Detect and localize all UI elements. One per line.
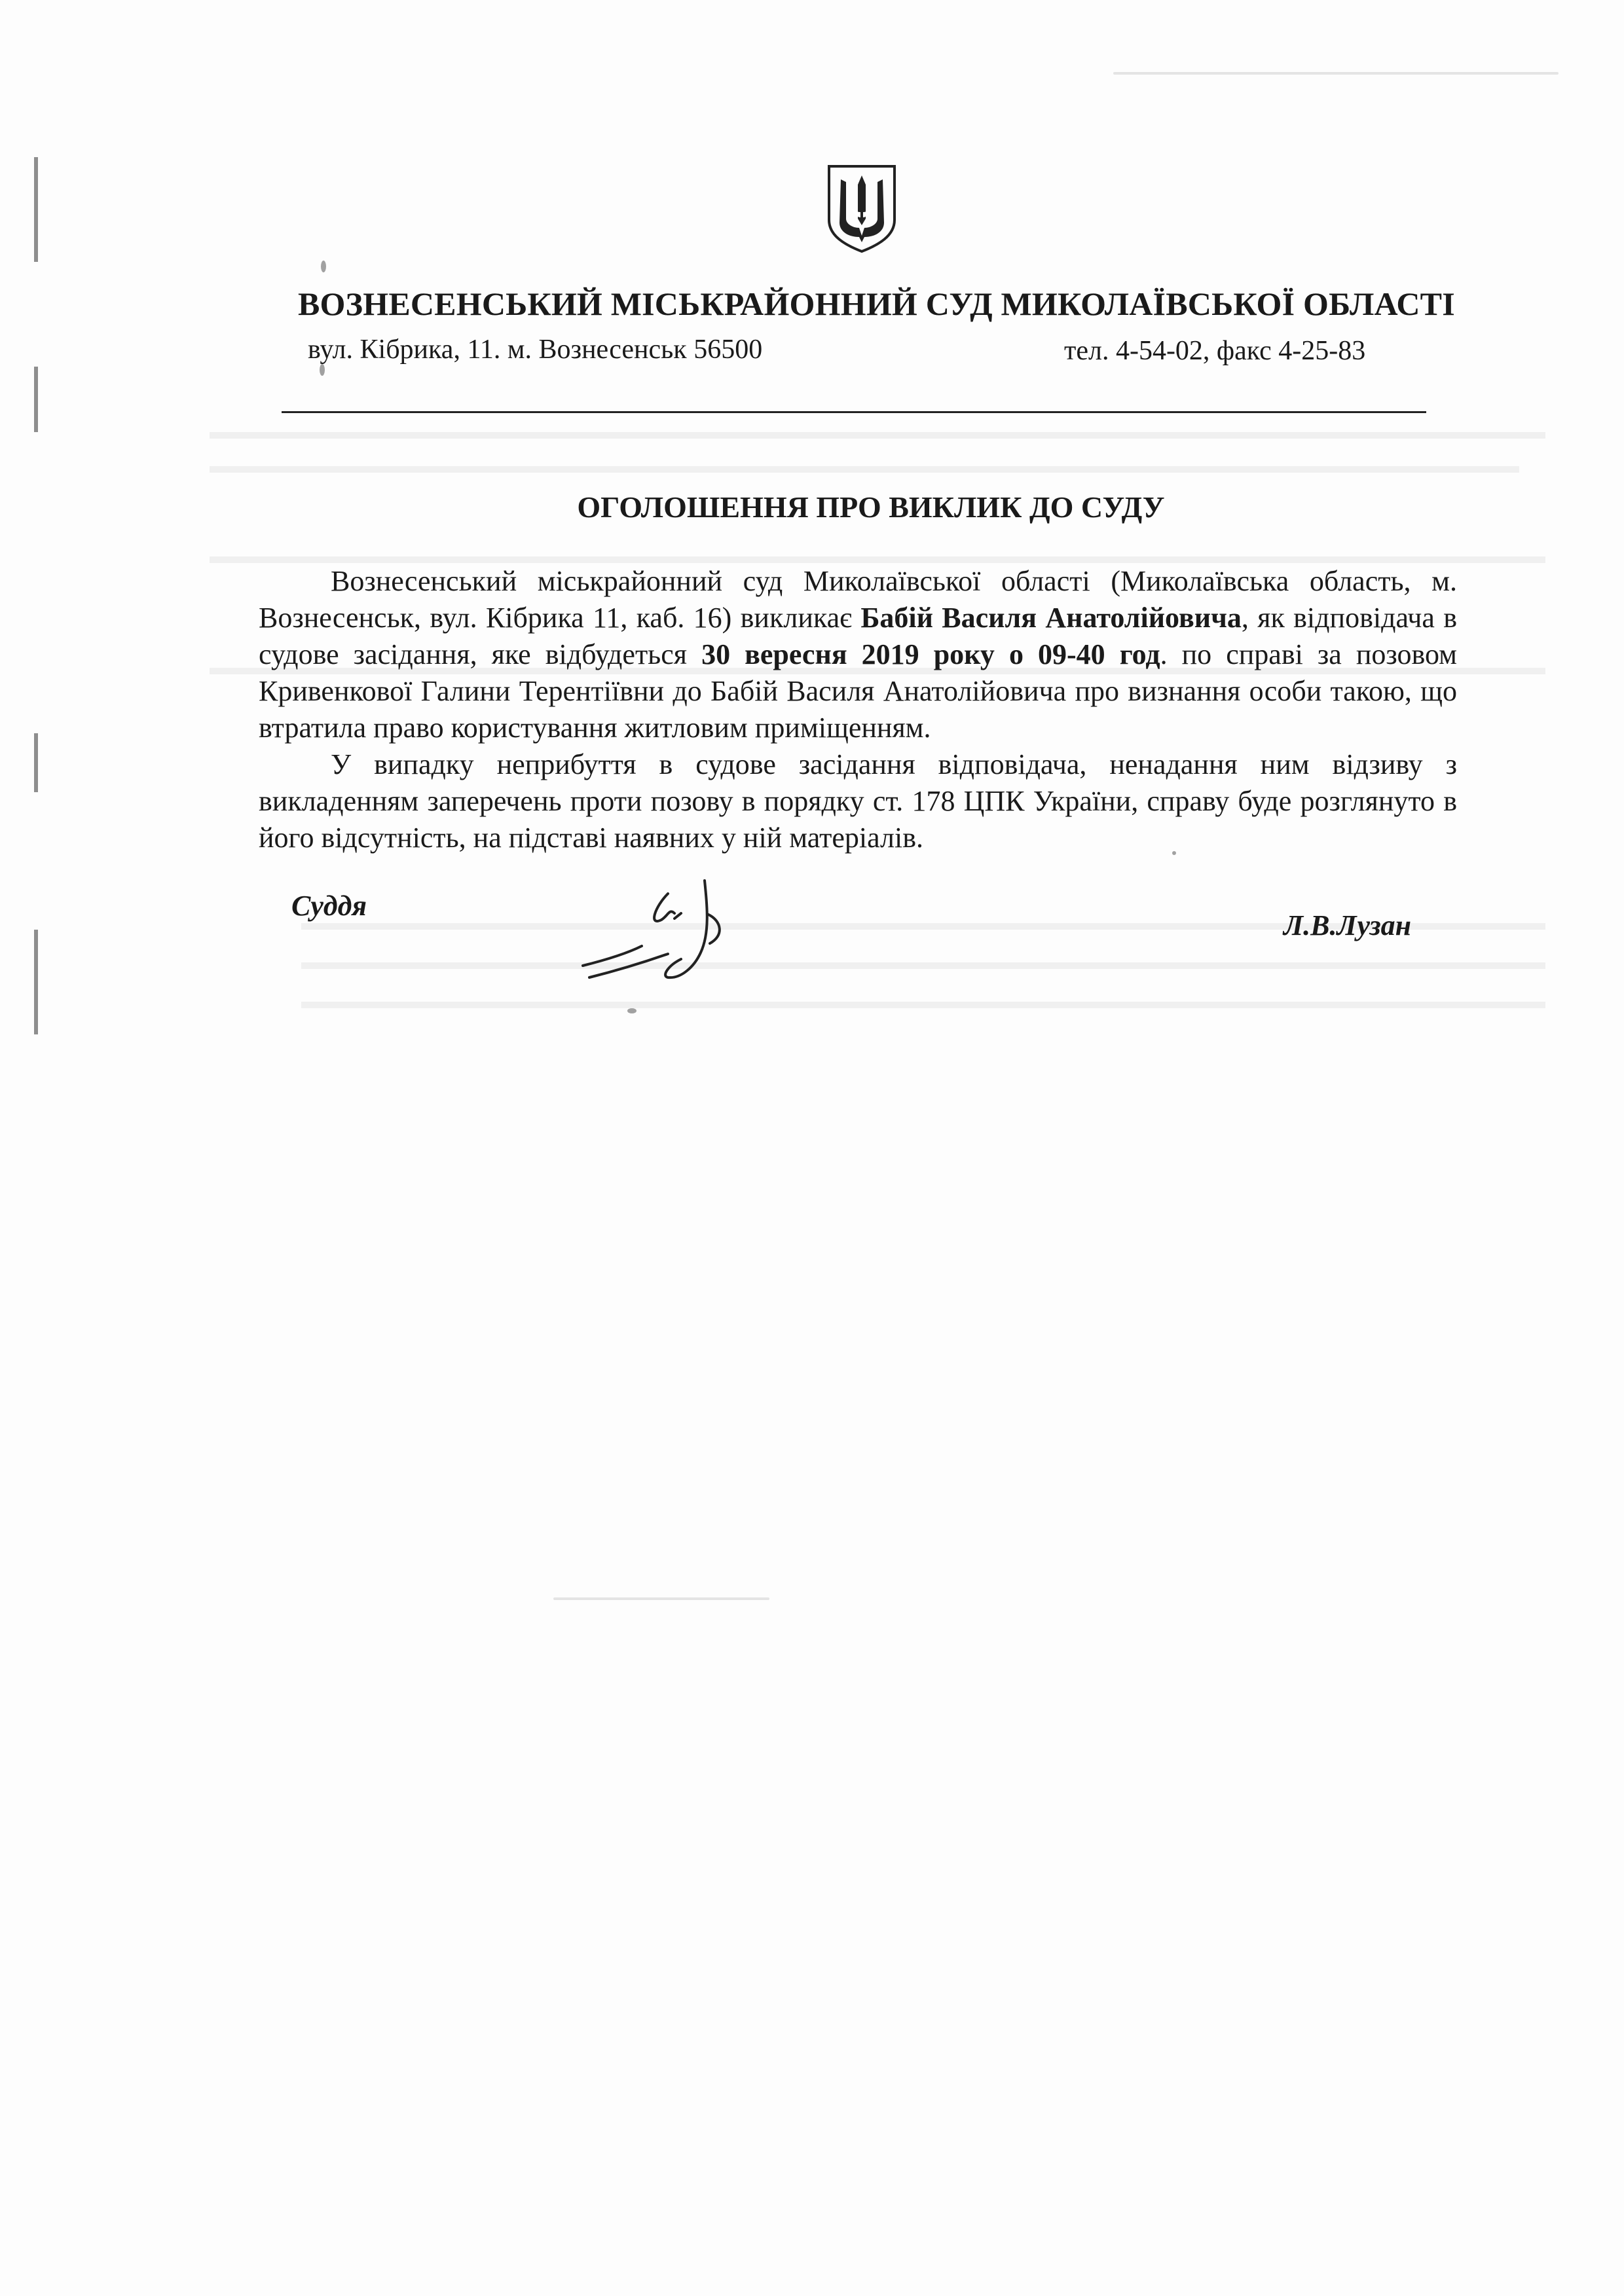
paragraph-1-text-a: Вознесенський міськрайонний суд Миколаївської області (Миколаївська область, м. Вознесенськ, вул. Кібрика 11, каб. 16) викликає — [259, 565, 1457, 634]
handwritten-signature — [570, 867, 779, 998]
notice-heading: ОГОЛОШЕННЯ ПРО ВИКЛИК ДО СУДУ — [577, 490, 1165, 524]
notice-paragraph-2: У випадку неприбуття в судове засідання відповідача, ненадання ним відзиву з викладенням заперечень проти позову в порядку ст. 178 ЦПК України, справу буде розглянуто в його відсутність, на підставі наявних у ній матеріалів. — [259, 748, 1457, 854]
scan-speck — [627, 1008, 637, 1013]
bleed-through-line — [210, 556, 1545, 563]
judge-label: Суддя — [291, 890, 367, 922]
judge-name: Л.В.Лузан — [1283, 909, 1412, 941]
scan-artifact — [553, 1597, 769, 1600]
defendant-name: Бабій Василя Анатолійовича — [860, 602, 1242, 634]
notice-body — [259, 563, 1457, 856]
bleed-through-line — [301, 962, 1545, 969]
scan-edge-mark — [34, 930, 38, 1034]
paragraph-1-text-b: , як відповідача в судове засідання, яке відбудеться — [259, 602, 1458, 670]
court-name: ВОЗНЕСЕНСЬКИЙ МІСЬКРАЙОННИЙ СУД МИКОЛАЇВСЬКОЇ ОБЛАСТІ — [298, 285, 1455, 322]
court-phone: тел. 4-54-02, факс 4-25-83 — [1064, 336, 1366, 366]
scan-artifact — [1113, 72, 1559, 75]
court-address: вул. Кібрика, 11. м. Вознесенськ 56500 — [308, 335, 763, 365]
scan-edge-mark — [34, 367, 38, 432]
hearing-date: 30 вересня 2019 року о 09-40 год — [701, 638, 1160, 670]
bleed-through-line — [210, 432, 1545, 439]
bleed-through-line — [210, 466, 1519, 473]
scan-speck — [320, 364, 325, 376]
trident-emblem-icon — [824, 162, 900, 254]
notice-paragraph-1 — [259, 563, 1457, 746]
scan-speck — [321, 261, 326, 272]
paragraph-1-text-c: . по справі за позовом Кривенкової Галини Терентіївни до Бабій Василя Анатолійовича про визнання особи такою, що втратила право користування житловим приміщенням. — [259, 638, 1457, 744]
bleed-through-line — [301, 1002, 1545, 1008]
scan-edge-mark — [34, 733, 38, 792]
scan-edge-mark — [34, 157, 38, 262]
header-divider — [282, 411, 1426, 413]
